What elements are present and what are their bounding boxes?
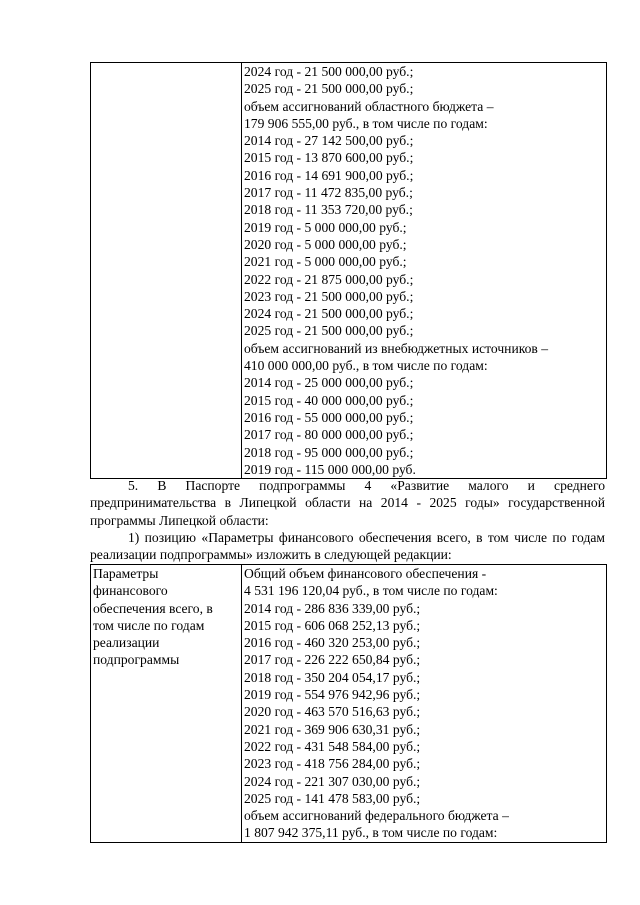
table-cell-left-empty — [91, 63, 242, 479]
table-line: 2021 год - 369 906 630,31 руб.; — [244, 721, 421, 737]
table-line: 2016 год - 14 691 900,00 руб.; — [244, 167, 414, 183]
parameter-label-line: том числе по годам — [93, 617, 205, 633]
table-line: 2024 год - 221 307 030,00 руб.; — [244, 773, 421, 789]
paragraph-subitem-1: 1) позицию «Параметры финансового обеспечения всего, в том числе по годам реализации подпрограммы» изложить в следующей редакции: — [90, 530, 605, 563]
table-line: 2022 год - 21 875 000,00 руб.; — [244, 271, 414, 287]
table-line: 2018 год - 95 000 000,00 руб.; — [244, 444, 414, 460]
table-cell-parameter-name — [91, 565, 242, 843]
financing-table — [90, 564, 607, 843]
financing-table-continued — [90, 62, 607, 479]
table-line: 2017 год - 226 222 650,84 руб.; — [244, 652, 421, 668]
table-line: 2020 год - 5 000 000,00 руб.; — [244, 236, 407, 252]
table-line: 2019 год - 5 000 000,00 руб.; — [244, 219, 407, 235]
table-line: 2018 год - 350 204 054,17 руб.; — [244, 669, 421, 685]
table-row — [91, 63, 607, 479]
table-line: 2023 год - 418 756 284,00 руб.; — [244, 756, 421, 772]
table-line: 2024 год - 21 500 000,00 руб.; — [244, 306, 414, 322]
table-line: 2015 год - 606 068 252,13 руб.; — [244, 617, 421, 633]
paragraph-item-5: 5. В Паспорте подпрограммы 4 «Развитие малого и среднего предпринимательства в Липецкой области на 2014 - 2025 годы» государственной программы Липецкой области: — [90, 478, 605, 528]
table-line: объем ассигнований федерального бюджета – — [244, 808, 509, 824]
table-line: 179 906 555,00 руб., в том числе по годам: — [244, 115, 488, 131]
parameter-label-line: подпрограммы — [93, 652, 180, 668]
table-line: 2020 год - 463 570 516,63 руб.; — [244, 704, 421, 720]
table-line: 4 531 196 120,04 руб., в том числе по годам: — [244, 583, 498, 599]
table-line: 2022 год - 431 548 584,00 руб.; — [244, 738, 421, 754]
table-line: 2015 год - 13 870 600,00 руб.; — [244, 150, 414, 166]
table-line: 2017 год - 80 000 000,00 руб.; — [244, 427, 414, 443]
parameter-label-line: финансового — [93, 583, 168, 599]
table-line: 2017 год - 11 472 835,00 руб.; — [244, 185, 413, 201]
parameter-label-line: реализации — [93, 635, 160, 651]
table-line: 2014 год - 25 000 000,00 руб.; — [244, 375, 414, 391]
table-line: 2016 год - 460 320 253,00 руб.; — [244, 635, 421, 651]
table-line: Общий объем финансового обеспечения - — [244, 566, 487, 581]
parameter-label-line: Параметры — [93, 566, 159, 581]
table-line: 2021 год - 5 000 000,00 руб.; — [244, 254, 407, 270]
table-line: 2019 год - 554 976 942,96 руб.; — [244, 687, 421, 703]
table-line: объем ассигнований областного бюджета – — [244, 98, 494, 114]
table-line: 2024 год - 21 500 000,00 руб.; — [244, 64, 414, 79]
table-line: 2016 год - 55 000 000,00 руб.; — [244, 409, 414, 425]
parameter-label-line: обеспечения всего, в — [93, 600, 213, 616]
table-line: 2023 год - 21 500 000,00 руб.; — [244, 288, 414, 304]
table-line: 2014 год - 27 142 500,00 руб.; — [244, 133, 414, 149]
table-line: объем ассигнований из внебюджетных источников – — [244, 340, 549, 356]
table-line: 2018 год - 11 353 720,00 руб.; — [244, 202, 413, 218]
table-line: 2025 год - 21 500 000,00 руб.; — [244, 81, 414, 97]
table-cell-parameter-value — [242, 565, 607, 843]
table-line: 2014 год - 286 836 339,00 руб.; — [244, 600, 421, 616]
table-line: 1 807 942 375,11 руб., в том числе по годам: — [244, 825, 498, 841]
table-line: 410 000 000,00 руб., в том числе по годам: — [244, 358, 488, 374]
table-row — [91, 565, 607, 843]
table-line: 2015 год - 40 000 000,00 руб.; — [244, 392, 414, 408]
table-line: 2025 год - 21 500 000,00 руб.; — [244, 323, 414, 339]
table-cell-right — [242, 63, 607, 479]
table-line: 2025 год - 141 478 583,00 руб.; — [244, 790, 421, 806]
table-line: 2019 год - 115 000 000,00 руб. — [244, 461, 416, 477]
